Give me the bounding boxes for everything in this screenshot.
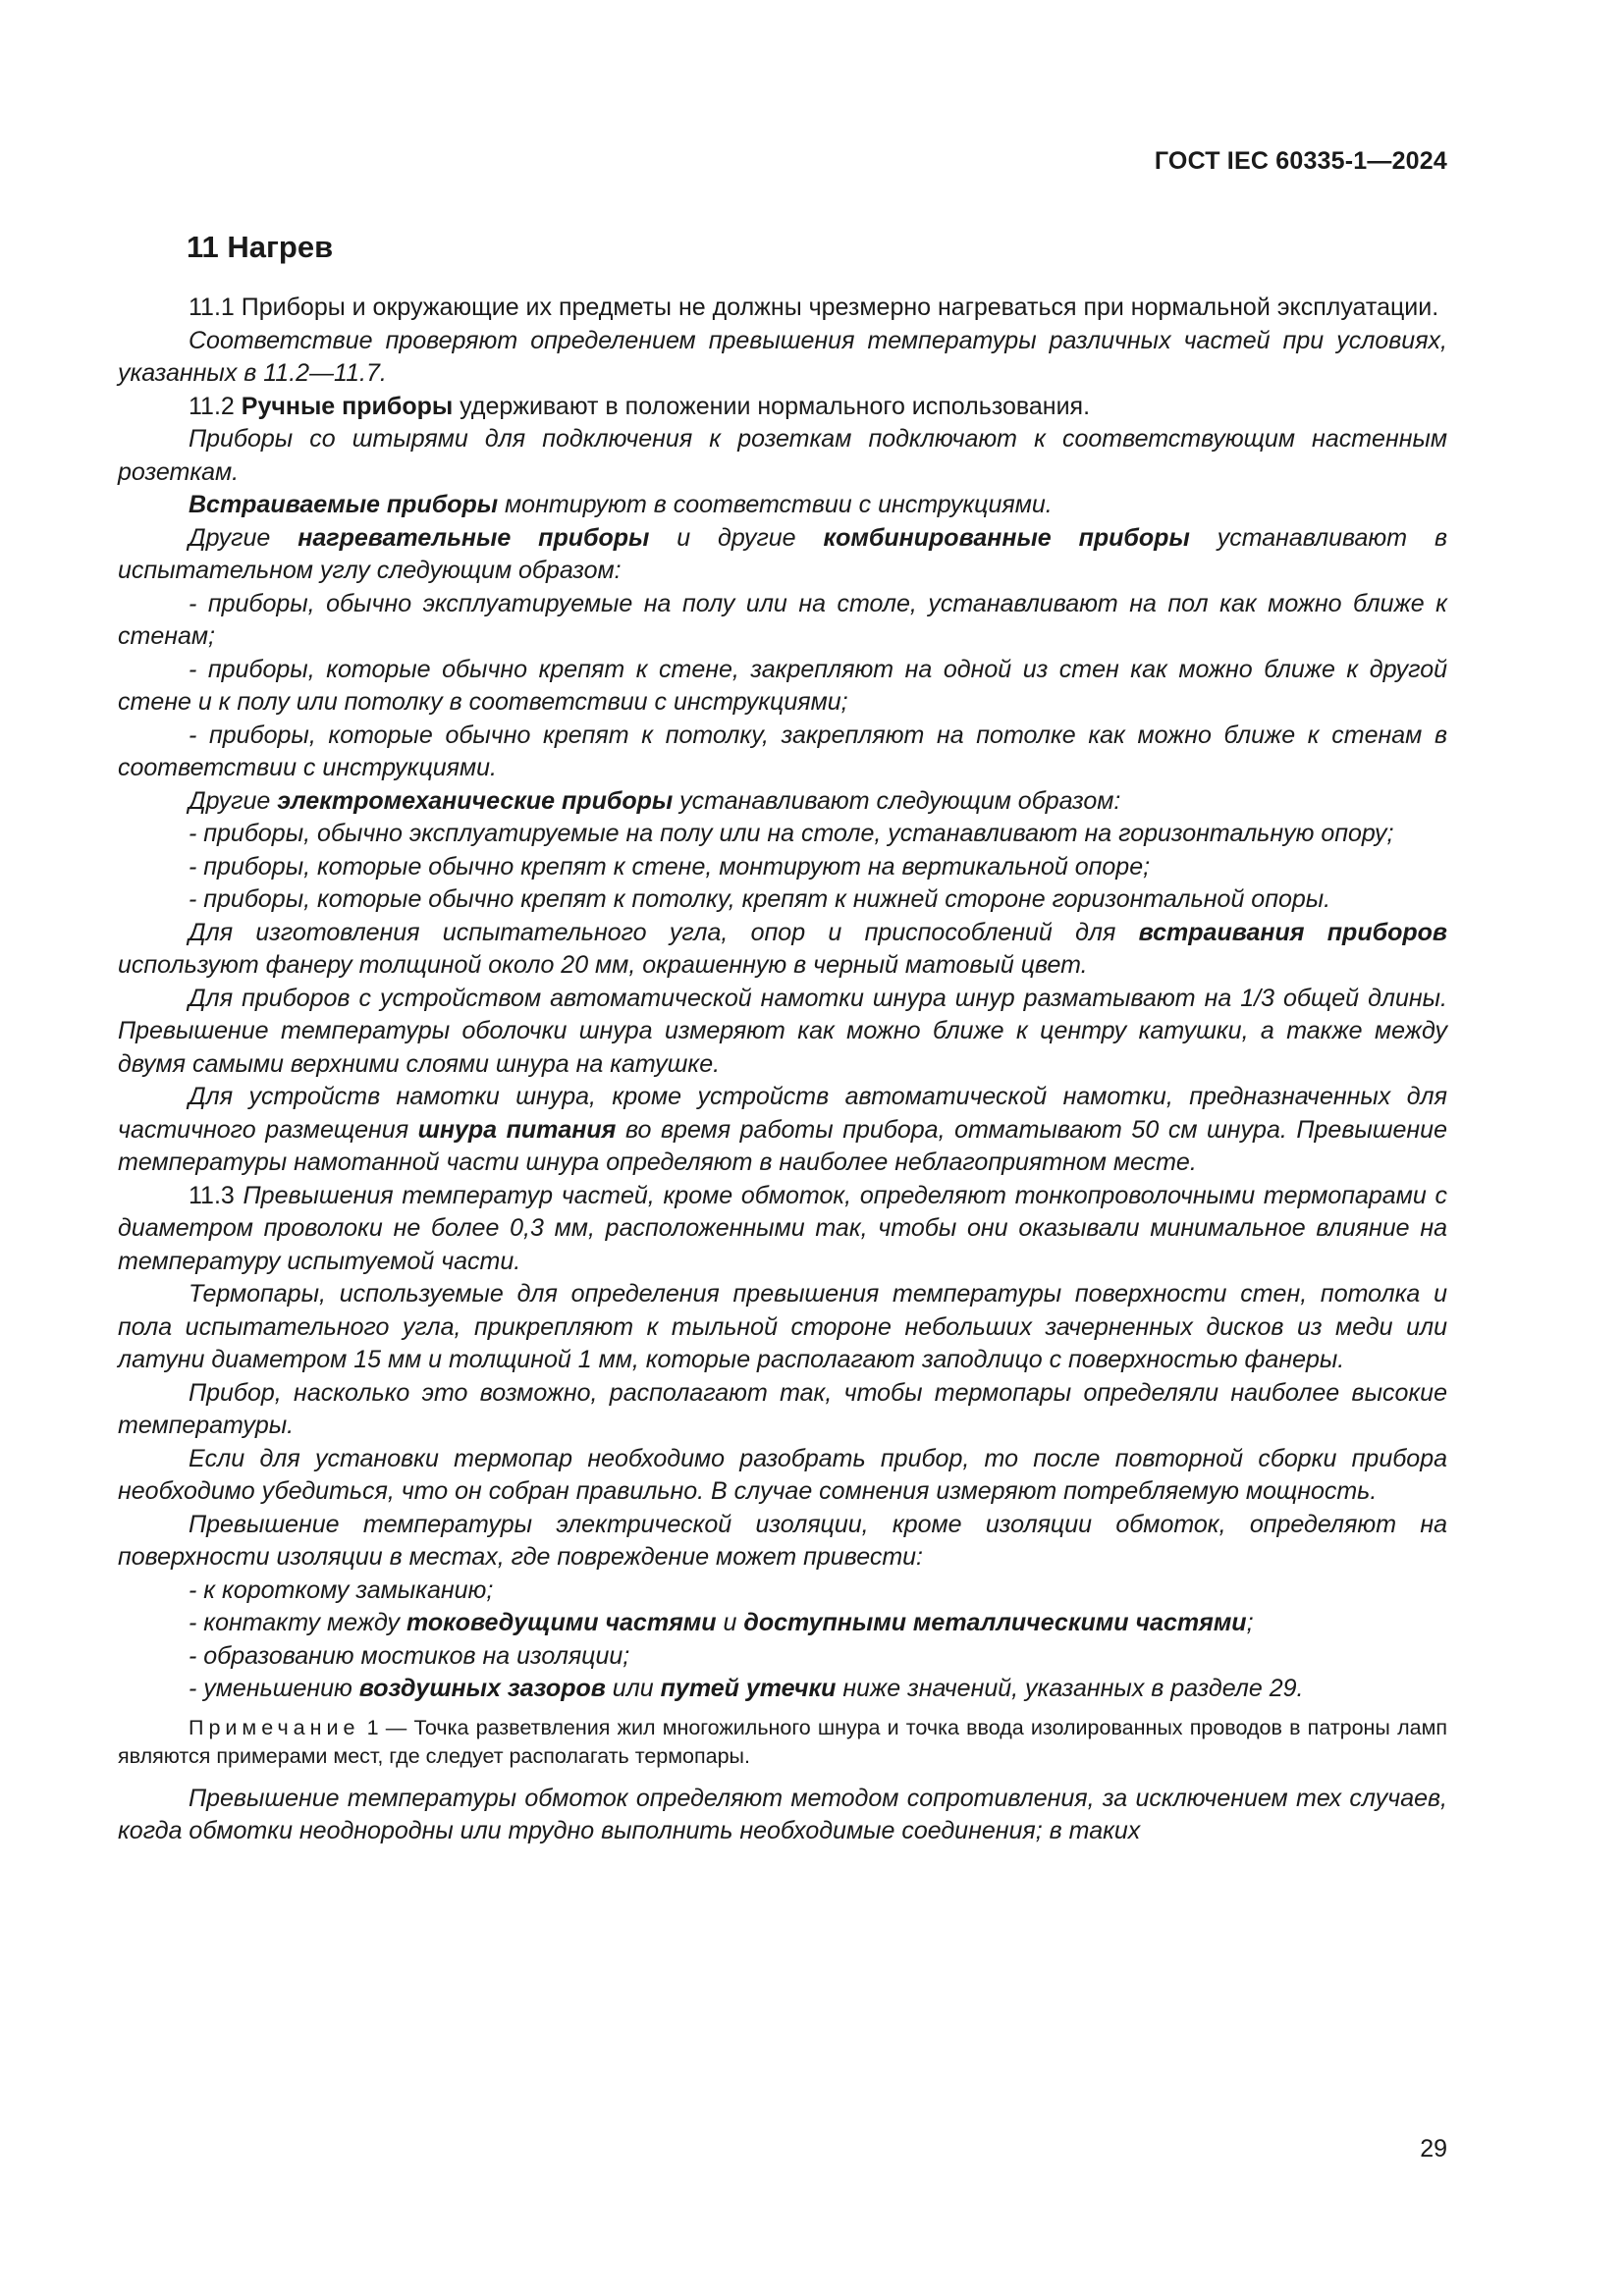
clause-number: 11.3 <box>189 1181 235 1209</box>
paragraph: Приборы со штырями для подключения к розеткам подключают к соответствующим настенным розеткам. <box>118 425 1447 486</box>
list-item: - приборы, которые обычно крепят к стене, закрепляют на одной из стен как можно ближе к другой стене и к полу или потолку в соответствии с инструкциями; <box>118 655 1447 716</box>
defined-term: путей утечки <box>660 1675 837 1702</box>
paragraph: Термопары, используемые для определения превышения температуры поверхности стен, потолка и пола испытательного угла, прикрепляют к тыльной стороне небольших зачерненных дисков из меди или латуни диаметром 15 мм и толщиной 1 мм, которые располагают заподлицо с поверхностью фанеры. <box>118 1280 1447 1373</box>
defined-term: Встраиваемые приборы <box>189 491 499 518</box>
list-item: - к короткому замыканию; <box>189 1575 494 1604</box>
paragraph-11-2: 11.2 Ручные приборы удерживают в положении нормального использования. <box>189 392 1091 420</box>
clause-number: 11.1 <box>189 294 235 321</box>
paragraph: Соответствие проверяют определением превышения температуры различных частей при условиях, указанных в 11.2—11.7. <box>118 326 1447 387</box>
paragraph: Для приборов с устройством автоматической намотки шнура шнур разматывают на 1/3 общей длины. Превышение температуры оболочки шнура измеряют как можно ближе к центру катушки, а также между двумя самыми верхними слоями шнура на катушке. <box>118 984 1447 1078</box>
list-item: - приборы, обычно эксплуатируемые на полу или на столе, устанавливают на горизонтальную опору; <box>189 820 1394 847</box>
list-item: - приборы, которые обычно крепят к потолку, закрепляют на потолке как можно ближе к стенам в соответствии с инструкциями. <box>118 721 1447 781</box>
list-item: - приборы, обычно эксплуатируемые на полу или на столе, устанавливают на пол как можно ближе к стенам; <box>118 589 1447 650</box>
paragraph: Другие электромеханические приборы устанавливают следующим образом: <box>189 786 1121 815</box>
paragraph: Для изготовления испытательного угла, опор и приспособлений для встраивания приборов используют фанеру толщиной около 20 мм, окрашенную в черный матовый цвет. <box>118 918 1447 979</box>
paragraph: Прибор, насколько это возможно, располагают так, чтобы термопары определяли наиболее высокие температуры. <box>118 1378 1447 1439</box>
paragraph: Превышение температуры обмоток определяют методом сопротивления, за исключением тех случаев, когда обмотки неоднородны или трудно выполнить необходимые соединения; в таких <box>118 1784 1447 1844</box>
note-1: Примечание 1 — Точка разветвления жил многожильного шнура и точка ввода изолированных проводов в патроны ламп являются примерами мест, где следует располагать термопары. <box>118 1715 1447 1768</box>
defined-term: воздушных зазоров <box>358 1675 606 1702</box>
document-id-header: ГОСТ IEC 60335-1—2024 <box>1154 147 1447 175</box>
page-content <box>118 228 1447 1848</box>
paragraph: Для устройств намотки шнура, кроме устройств автоматической намотки, предназначенных для частичного размещения шнура питания во время работы прибора, отматывают 50 см шнура. Превышение температуры намотанной части шнура определяют в наиболее неблагоприятном месте. <box>118 1083 1447 1176</box>
paragraph-11-3: 11.3 Превышения температур частей, кроме обмоток, определяют тонкопроволочными термопарами с диаметром проволоки не более 0,3 мм, расположенными так, чтобы они оказывали минимальное влияние на температуру испытуемой части. <box>118 1181 1447 1275</box>
defined-term: встраивания приборов <box>1138 918 1447 946</box>
page-number: 29 <box>1420 2135 1447 2163</box>
list-item: - уменьшению воздушных зазоров или путей утечки ниже значений, указанных в разделе 29. <box>189 1675 1304 1702</box>
defined-term: комбинированные приборы <box>823 523 1190 552</box>
defined-term: электромеханические приборы <box>277 786 674 815</box>
paragraph: Другие нагревательные приборы и другие комбинированные приборы устанавливают в испытательном углу следующим образом: <box>118 523 1447 584</box>
paragraph: Превышение температуры электрической изоляции, кроме изоляции обмоток, определяют на поверхности изоляции в местах, где повреждение может привести: <box>118 1510 1447 1571</box>
defined-term: шнура питания <box>417 1115 617 1144</box>
paragraph: Если для установки термопар необходимо разобрать прибор, то после повторной сборки прибора необходимо убедиться, что он собран правильно. В случае сомнения измеряют потребляемую мощность. <box>118 1444 1447 1505</box>
list-item: - приборы, которые обычно крепят к стене, монтируют на вертикальной опоре; <box>189 852 1151 881</box>
paragraph-11-1: 11.1 Приборы и окружающие их предметы не должны чрезмерно нагреваться при нормальной эксплуатации. <box>189 294 1439 321</box>
defined-term: токоведущими частями <box>406 1609 717 1636</box>
list-item: - образованию мостиков на изоляции; <box>189 1641 630 1670</box>
defined-term: доступными металлическими частями <box>743 1609 1247 1636</box>
list-item: - приборы, которые обычно крепят к потолку, крепят к нижней стороне горизонтальной опоры. <box>189 885 1331 913</box>
defined-term: нагревательные приборы <box>298 523 650 552</box>
clause-number: 11.2 <box>189 392 235 420</box>
list-item: - контакту между токоведущими частями и доступными металлическими частями; <box>189 1609 1254 1636</box>
note-label: Примечание <box>189 1715 360 1739</box>
paragraph: Встраиваемые приборы монтируют в соответствии с инструкциями. <box>189 491 1053 518</box>
section-title: 11 Нагрев <box>187 230 334 264</box>
defined-term: Ручные приборы <box>241 392 454 420</box>
